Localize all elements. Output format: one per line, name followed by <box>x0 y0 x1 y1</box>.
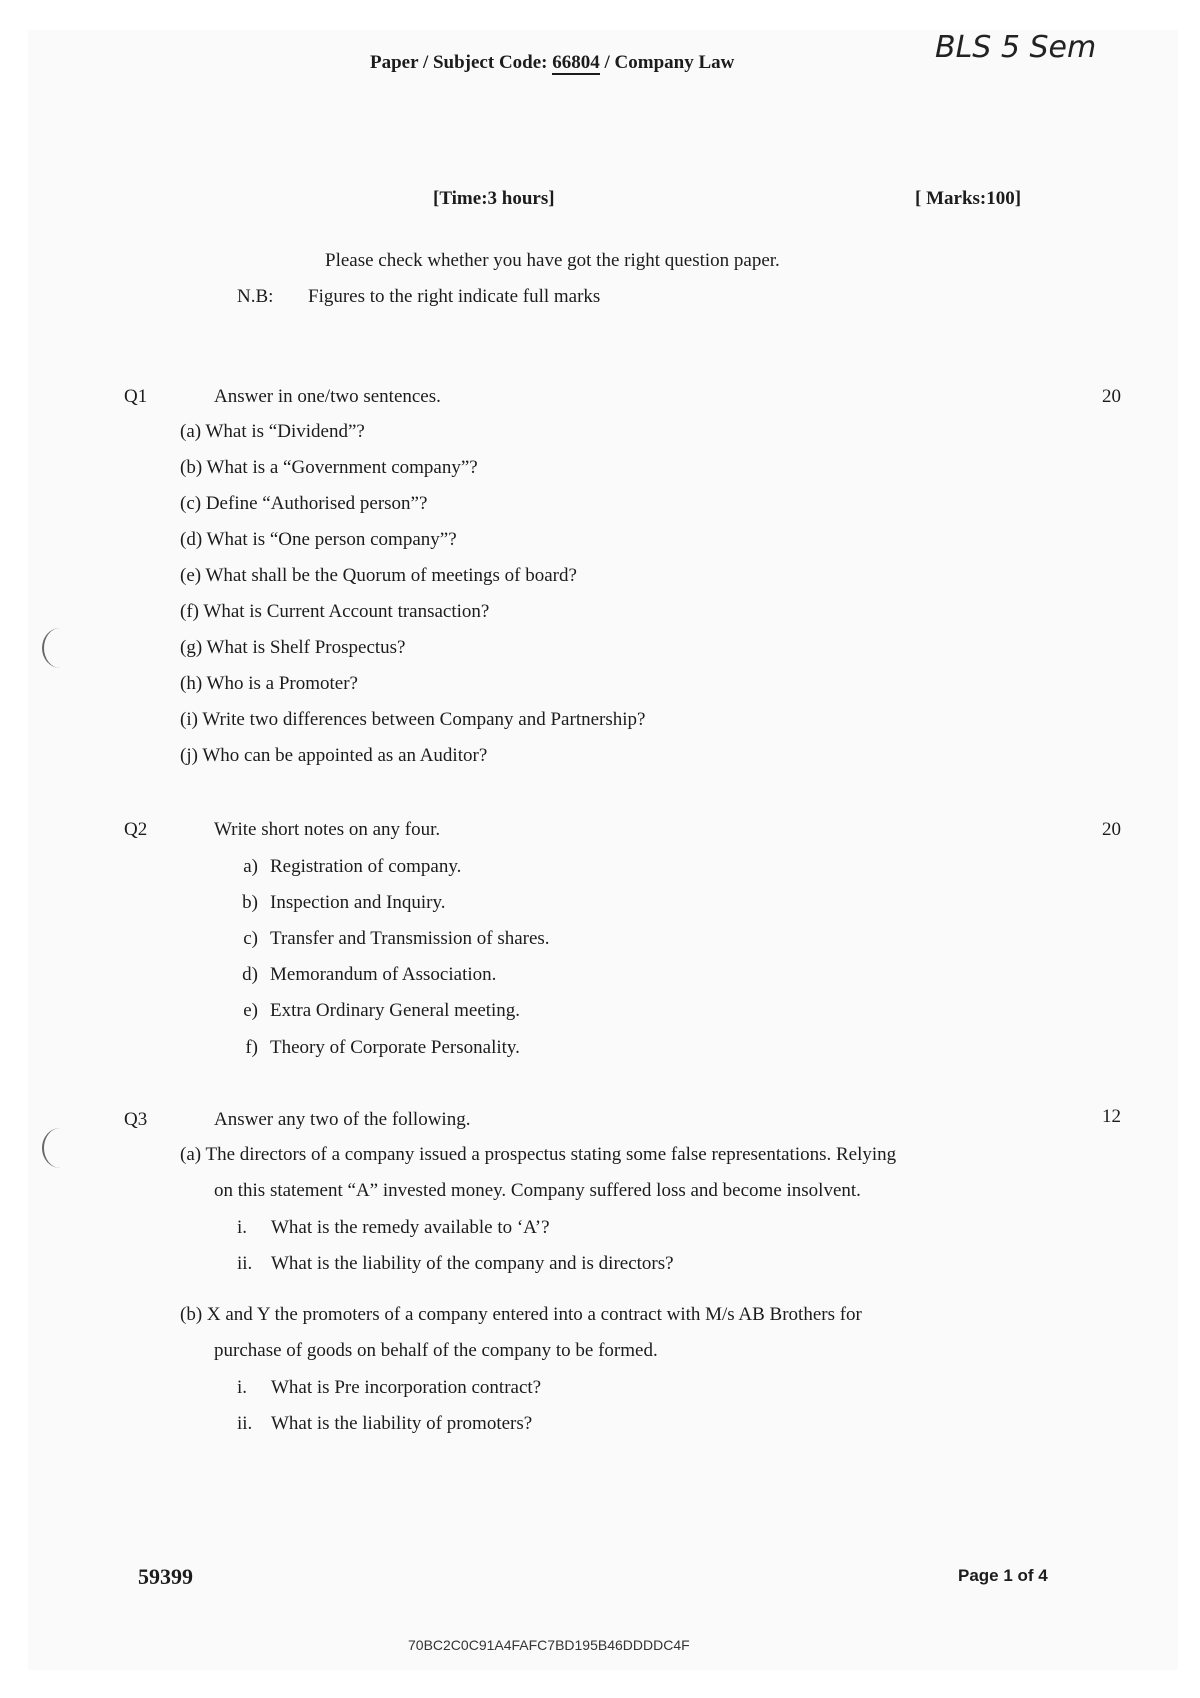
exam-time: [Time:3 hours] <box>433 188 555 209</box>
q1-item: (g) What is Shelf Prospectus? <box>180 637 406 658</box>
paper-number: 59399 <box>138 1564 193 1589</box>
q1-item: (a) What is “Dividend”? <box>180 421 365 442</box>
subject-prefix: Paper / Subject Code: <box>370 52 553 73</box>
q2-item: c) Transfer and Transmission of shares. <box>243 928 550 949</box>
subject-code: 66804 <box>552 52 600 73</box>
nb-text: Figures to the right indicate full marks <box>308 286 601 307</box>
q1-item: (c) Define “Authorised person”? <box>180 493 428 514</box>
punch-hole-mark <box>42 1128 78 1168</box>
q2-item: e) Extra Ordinary General meeting. <box>243 1000 521 1021</box>
q1-heading: Answer in one/two sentences. <box>214 386 441 407</box>
q3-b-sub: i. What is Pre incorporation contract? <box>237 1377 542 1398</box>
q1-item: (f) What is Current Account transaction? <box>180 601 490 622</box>
exam-marks: [ Marks:100] <box>915 188 1022 209</box>
q3-a-text: (a) The directors of a company issued a prospectus stating some false representations. Relying <box>180 1144 897 1165</box>
q1-item: (j) Who can be appointed as an Auditor? <box>180 745 488 766</box>
instruction-text: Please check whether you have got the right question paper. <box>325 250 780 271</box>
handwritten-note: BLS 5 Sem <box>935 30 1097 65</box>
q1-item: (b) What is a “Government company”? <box>180 457 478 478</box>
q3-number: Q3 <box>124 1109 148 1130</box>
q2-item: f) Theory of Corporate Personality. <box>245 1037 520 1058</box>
q2-number: Q2 <box>124 819 148 840</box>
exam-page <box>28 30 1178 1670</box>
q1-item: (i) Write two differences between Company and Partnership? <box>180 709 646 730</box>
nb-label: N.B: <box>237 286 274 307</box>
q2-item: a) Registration of company. <box>243 856 462 877</box>
q3-a-sub: i. What is the remedy available to ‘A’? <box>237 1217 550 1238</box>
q2-item: b) Inspection and Inquiry. <box>242 892 446 913</box>
page-indicator: Page 1 of 4 <box>958 1566 1048 1585</box>
subject-name: / Company Law <box>599 52 735 73</box>
q3-heading: Answer any two of the following. <box>214 1109 471 1130</box>
q1-item: (e) What shall be the Quorum of meetings of board? <box>180 565 577 586</box>
paper-header <box>370 52 734 74</box>
q3-b-text: (b) X and Y the promoters of a company entered into a contract with M/s AB Brothers for <box>180 1304 862 1325</box>
q1-number: Q1 <box>124 386 148 407</box>
q3-b-text-cont: purchase of goods on behalf of the company to be formed. <box>214 1340 658 1361</box>
q3-marks: 12 <box>1102 1106 1121 1127</box>
q3-b-sub: ii. What is the liability of promoters? <box>237 1413 533 1434</box>
q2-item: d) Memorandum of Association. <box>242 964 497 985</box>
q3-a-text-cont: on this statement “A” invested money. Company suffered loss and become insolvent. <box>214 1180 861 1201</box>
punch-hole-mark <box>42 628 78 668</box>
q1-marks: 20 <box>1102 386 1121 407</box>
q1-item: (h) Who is a Promoter? <box>180 673 358 694</box>
document-hash: 70BC2C0C91A4FAFC7BD195B46DDDDC4F <box>408 1637 690 1653</box>
q1-item: (d) What is “One person company”? <box>180 529 457 550</box>
q2-marks: 20 <box>1102 819 1121 840</box>
q3-a-sub: ii. What is the liability of the company and is directors? <box>237 1253 674 1274</box>
q2-heading: Write short notes on any four. <box>214 819 441 840</box>
